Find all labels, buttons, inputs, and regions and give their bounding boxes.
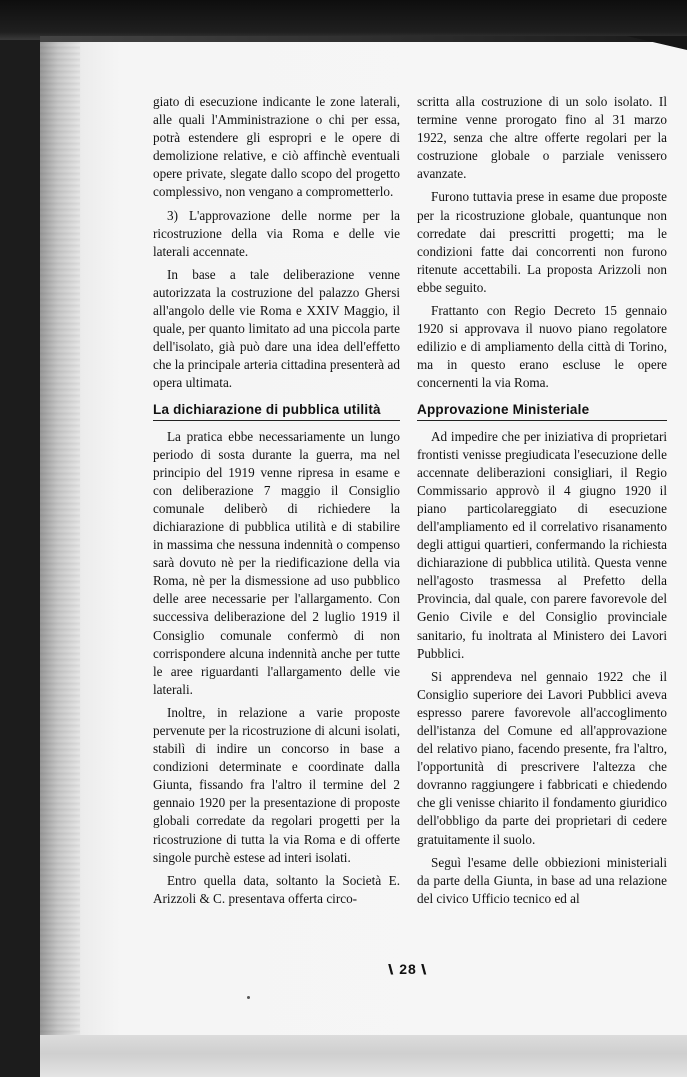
paragraph: In base a tale deliberazione venne autorizzata la costruzione del palazzo Ghersi all'angolo delle vie Roma e XXIV Maggio, il quale, per quanto limitato ad una piccola parte dell'isolato, già può dare una idea dell'effetto che la principale arteria cittadina presenterà ad opera ultimata. (153, 266, 400, 391)
page-top-edge (40, 36, 687, 42)
page-number (368, 961, 448, 977)
page-spine-shadow (40, 36, 80, 1077)
paragraph: giato di esecuzione indicante le zone laterali, alle quali l'Amministrazione o chi per essa, potrà estendere gli espropri e le opere di demolizione relative, e ciò affinchè eventuali opere private, slegate dallo scopo del progetto complessivo, non vengano a comprometterlo. (153, 94, 400, 200)
paragraph: Seguì l'esame delle obbiezioni ministeriali da parte della Giunta, in base ad una relazione del civico Ufficio tecnico ed al (417, 854, 667, 906)
paragraph: Frattanto con Regio Decreto 15 gennaio 1920 si approvava il nuovo piano regolatore edilizio e di ampliamento della città di Torino, ma in questo erano escluse le opere concernenti la via Roma. (417, 303, 667, 391)
paragraph: 3) L'approvazione delle norme per la ricostruzione della via Roma e delle vie laterali accennate. (153, 207, 400, 259)
right-text-column (417, 93, 667, 913)
left-text-column (153, 93, 400, 913)
page-bottom-band (40, 1035, 687, 1077)
paragraph: Si apprendeva nel gennaio 1922 che il Consiglio superiore dei Lavori Pubblici aveva espresso parere favorevole all'accoglimento dell'istanza del Comune ed all'approvazione del relativo piano, facendo presente, fra l'altro, l'opportunità di prescrivere l'altezza che dovranno raggiungere i fabbricati e chiedendo che gli venisse chiarito il fondamento giuridico dell'obbligo da parte dei proprietari di cedere gratuitamente il suolo. (417, 668, 667, 847)
section-heading: La dichiarazione di pubblica utilità (153, 401, 400, 421)
page-number-value: 28 (399, 961, 417, 977)
paragraph: La pratica ebbe necessariamente un lungo periodo di sosta durante la guerra, ma nel principio del 1919 venne ripresa in esame e con deliberazione 7 maggio il Consiglio comunale deliberò di richiedere la dichiarazione di pubblica utilità e di stabilire in massima che nessuna indennità o compenso sarà dovuto nè per la riedificazione della via Roma, nè per la dismessione ad uso pubblico delle aree necessarie per l'allargamento. Con successiva deliberazione del 2 luglio 1919 il Consiglio comunale confermò di non corrispondere alcuna indennità anche per tutte le aree riguardanti l'allargamento delle vie laterali. (153, 428, 400, 697)
paragraph: Furono tuttavia prese in esame due proposte per la ricostruzione globale, quantunque non corredate dai prescritti progetti; ma le condizioni fatte dai concorrenti non furono ritenute accettabili. La proposta Arizzoli non ebbe seguito. (417, 189, 667, 295)
right-ornament: \ (420, 961, 428, 977)
paragraph: Ad impedire che per iniziativa di proprietari frontisti venisse pregiudicata l'esecuzione delle accennate deliberazioni consigliari, il Regio Commissario approvò il 4 giugno 1920 il piano particolareggiato di esecuzione dell'ampliamento ed il correlativo risanamento degli attigui quartieri, confermando la richiesta dichiarazione di pubblica utilità. Questa venne nell'agosto trasmessa al Prefetto della Provincia, dal quale, con parere favorevole del Genio Civile e del Consiglio provinciale sanitario, fu inoltrata al Ministero dei Lavori Pubblici. (417, 428, 667, 661)
paragraph: scritta alla costruzione di un solo isolato. Il termine venne prorogato fino al 31 marzo 1922, senza che altre offerte regolari per la costruzione globale o parziale venissero avanzate. (417, 94, 667, 182)
left-ornament: \ (388, 961, 396, 977)
paragraph: Inoltre, in relazione a varie proposte pervenute per la ricostruzione di alcuni isolati, stabilì di indire un concorso in base a condizioni determinate e coordinate dalla Giunta, fissando fra l'altro il termine del 2 gennaio 1920 per la presentazione di proposte globali corredate da regolari progetti per la ricostruzione di tutta la via Roma e di offerte singole purchè estese ad interi isolati. (153, 704, 400, 865)
scan-top-border (0, 0, 687, 40)
print-dot-mark (247, 996, 250, 999)
paragraph: Entro quella data, soltanto la Società E. Arizzoli & C. presentava offerta circo- (153, 872, 400, 906)
section-heading: Approvazione Ministeriale (417, 401, 667, 421)
